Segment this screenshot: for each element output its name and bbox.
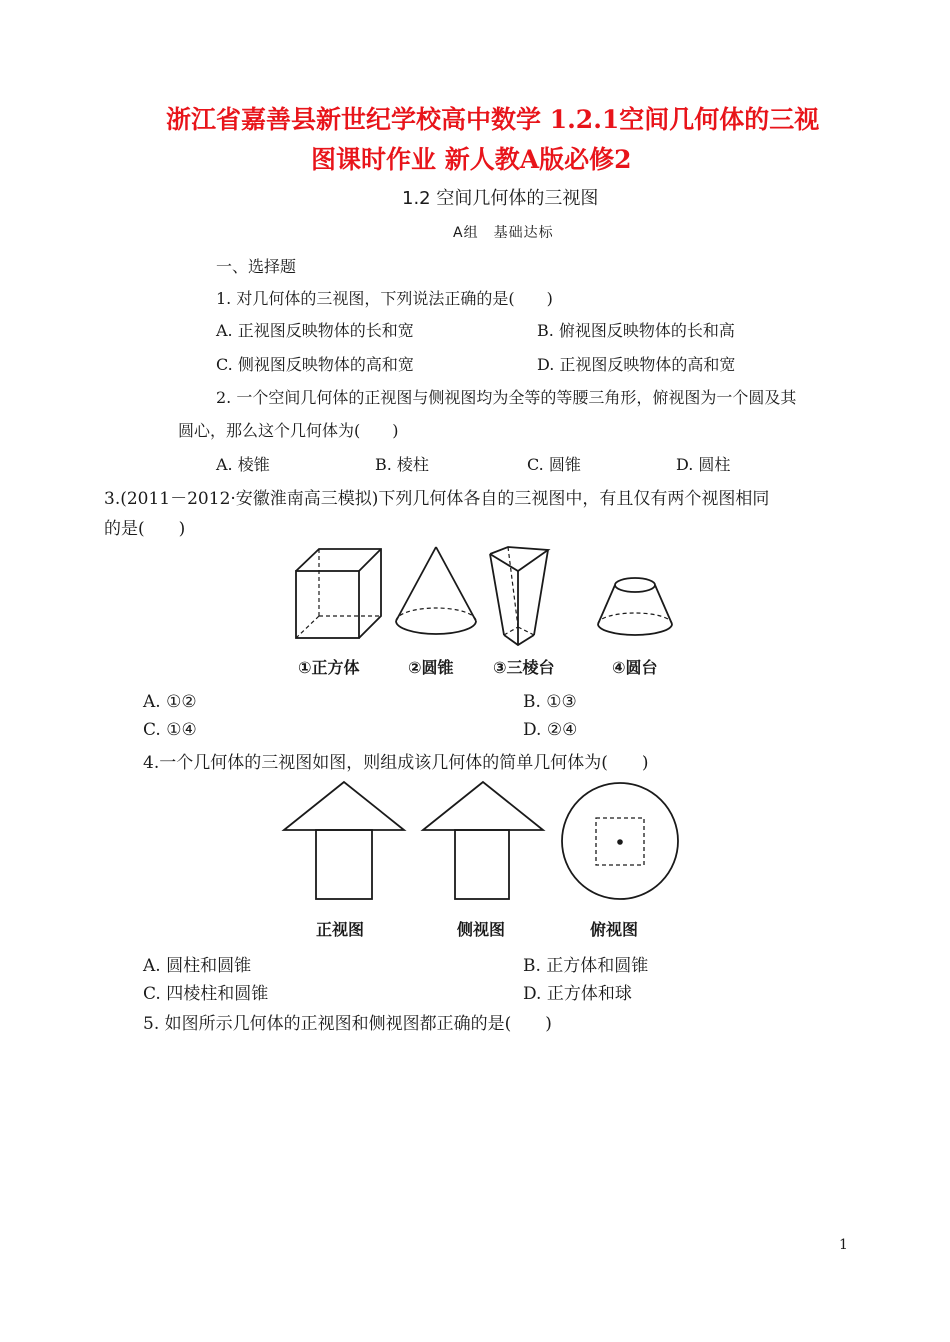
q5-stem: 5. 如图所示几何体的正视图和侧视图都正确的是( ) xyxy=(143,1014,552,1034)
q3-label-cone-frustum: ④圆台 xyxy=(612,658,658,677)
q4-label-side-view: 侧视图 xyxy=(457,920,506,939)
q2-stem-line1: 2. 一个空间几何体的正视图与侧视图均为全等的等腰三角形，俯视图为一个圆及其 xyxy=(216,388,797,407)
section-title: 1.2 空间几何体的三视图 xyxy=(402,188,599,209)
cone-frustum-drawing xyxy=(598,578,672,635)
q3-label-cone: ②圆锥 xyxy=(408,658,454,677)
q1-option-d: D. 正视图反映物体的高和宽 xyxy=(537,355,736,374)
top-view-drawing xyxy=(562,783,678,899)
q4-option-a: A. 圆柱和圆锥 xyxy=(143,956,252,976)
q4-label-top-view: 俯视图 xyxy=(590,920,639,939)
q2-option-a: A. 棱锥 xyxy=(216,455,270,474)
q3-stem-line2: 的是( ) xyxy=(104,519,186,539)
group-title: A组 基础达标 xyxy=(453,225,554,241)
q4-option-c: C. 四棱柱和圆锥 xyxy=(143,984,269,1004)
doc-title-line2: 图课时作业 新人教A版必修2 xyxy=(311,145,632,174)
q1-option-a: A. 正视图反映物体的长和宽 xyxy=(216,321,414,340)
part-heading: 一、选择题 xyxy=(216,257,297,276)
q1-option-b: B. 俯视图反映物体的长和高 xyxy=(537,321,735,340)
q3-stem-line1: 3.(2011－2012·安徽淮南高三模拟)下列几何体各自的三视图中，有且仅有两个视图相同 xyxy=(104,489,770,509)
q3-option-b: B. ①③ xyxy=(523,692,577,712)
cone-drawing xyxy=(396,547,476,634)
q4-option-b: B. 正方体和圆锥 xyxy=(523,956,649,976)
q3-option-d: D. ②④ xyxy=(523,720,578,740)
q3-option-c: C. ①④ xyxy=(143,720,197,740)
q2-option-c: C. 圆锥 xyxy=(527,455,581,474)
doc-title-line1: 浙江省嘉善县新世纪学校高中数学 1.2.1空间几何体的三视 xyxy=(166,105,820,134)
triangular-frustum-drawing xyxy=(490,547,548,645)
q2-option-b: B. 棱柱 xyxy=(375,455,429,474)
q2-option-d: D. 圆柱 xyxy=(676,455,731,474)
q3-option-a: A. ①② xyxy=(143,692,197,712)
q4-option-d: D. 正方体和球 xyxy=(523,984,632,1004)
q4-three-views-figure xyxy=(280,778,700,906)
front-view-drawing xyxy=(284,782,404,899)
q1-option-c: C. 侧视图反映物体的高和宽 xyxy=(216,355,414,374)
q4-stem: 4.一个几何体的三视图如图，则组成该几何体的简单几何体为( ) xyxy=(143,753,649,773)
cube-drawing xyxy=(296,549,381,638)
side-view-drawing xyxy=(423,782,543,899)
q1-stem: 1. 对几何体的三视图，下列说法正确的是( ) xyxy=(216,289,553,308)
page-number: 1 xyxy=(839,1237,848,1253)
q3-label-triangular-frustum: ③三棱台 xyxy=(493,658,555,677)
q3-label-cube: ①正方体 xyxy=(298,658,360,677)
q2-stem-line2: 圆心，那么这个几何体为( ) xyxy=(178,421,399,440)
q3-solids-figure xyxy=(280,545,700,650)
q4-label-front-view: 正视图 xyxy=(316,920,365,939)
